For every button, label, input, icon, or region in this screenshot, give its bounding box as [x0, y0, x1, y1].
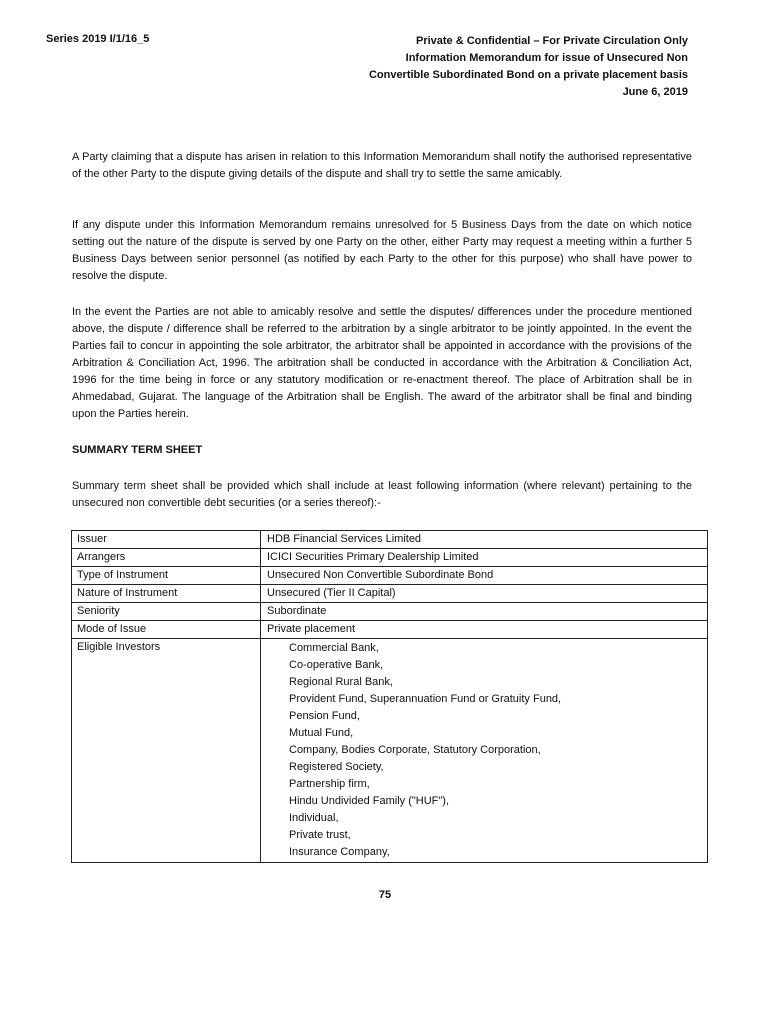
row-value: Unsecured Non Convertible Subordinate Bond	[261, 567, 708, 585]
row-value: Private placement	[261, 621, 708, 639]
table-row	[72, 603, 708, 621]
table-row	[72, 531, 708, 549]
paragraph-dispute-meeting: If any dispute under this Information Memorandum remains unresolved for 5 Business Days from the date on which notice setting out the nature of the dispute is served by one Party on the other, either Party may request a meeting within a further 5 Business Days between senior personnel (as notified by each Party to the other for this purpose) who shall have power to resolve the dispute.	[72, 219, 692, 282]
list-item: Pension Fund,	[289, 710, 360, 722]
row-value: Subordinate	[261, 603, 708, 621]
list-item: Provident Fund, Superannuation Fund or Gratuity Fund,	[289, 693, 562, 705]
row-label: Arrangers	[72, 549, 261, 567]
eligible-investors-cell	[261, 639, 708, 863]
list-item: Insurance Company,	[289, 846, 390, 858]
row-label: Type of Instrument	[72, 567, 261, 585]
row-label: Nature of Instrument	[72, 585, 261, 603]
row-label: Issuer	[72, 531, 261, 549]
list-item: Individual,	[289, 812, 339, 824]
header-date: June 6, 2019	[622, 86, 688, 98]
header-block	[328, 33, 688, 101]
summary-intro: Summary term sheet shall be provided which shall include at least following information (where relevant) pertaining to the unsecured non convertible debt securities (or a series thereof):-	[72, 480, 692, 509]
row-value: ICICI Securities Primary Dealership Limited	[261, 549, 708, 567]
table-row	[72, 567, 708, 585]
list-item: Registered Society,	[289, 761, 384, 773]
header-title-line-1: Information Memorandum for issue of Unsecured Non	[405, 52, 688, 64]
list-item: Mutual Fund,	[289, 727, 354, 739]
list-item: Private trust,	[289, 829, 351, 841]
row-value: Unsecured (Tier II Capital)	[261, 585, 708, 603]
table-row	[72, 585, 708, 603]
header-confidential: Private & Confidential – For Private Circulation Only	[415, 35, 688, 47]
row-value: HDB Financial Services Limited	[261, 531, 708, 549]
header-series: Series 2019 I/1/16_5	[46, 33, 150, 45]
paragraph-dispute-notice: A Party claiming that a dispute has arisen in relation to this Information Memorandum shall notify the authorised representative of the other Party to the dispute giving details of the dispute and shall try to settle the same amicably.	[72, 151, 692, 180]
investor-list	[267, 640, 702, 861]
row-label: Eligible Investors	[72, 639, 261, 863]
list-item: Company, Bodies Corporate, Statutory Corporation,	[289, 744, 541, 756]
list-item: Commercial Bank,	[289, 642, 379, 654]
list-item: Hindu Undivided Family ("HUF"),	[289, 795, 450, 807]
table-row	[72, 549, 708, 567]
term-sheet-table	[71, 530, 708, 863]
summary-heading: SUMMARY TERM SHEET	[72, 444, 203, 456]
paragraph-arbitration: In the event the Parties are not able to amicably resolve and settle the disputes/ differences under the procedure mentioned above, the dispute / difference shall be referred to the arbitration by a single arbitrator to be jointly appointed. In the event the Parties fail to concur in appointing the sole arbitrator, the arbitrator shall be appointed in accordance with the provisions of the Arbitration & Conciliation Act, 1996. The arbitration shall be conducted in accordance with the Arbitration & Conciliation Act, 1996 for the time being in force or any statutory modification or re-enactment thereof. The place of Arbitration shall be in Ahmedabad, Gujarat. The language of the Arbitration shall be English. The award of the arbitrator shall be final and binding upon the Parties herein.	[72, 306, 692, 420]
table-row	[72, 621, 708, 639]
row-label: Seniority	[72, 603, 261, 621]
row-label: Mode of Issue	[72, 621, 261, 639]
header-title-line-2: Convertible Subordinated Bond on a private placement basis	[368, 69, 688, 81]
list-item: Partnership firm,	[289, 778, 370, 790]
page-number: 75	[378, 889, 392, 901]
list-item: Regional Rural Bank,	[289, 676, 393, 688]
list-item: Co-operative Bank,	[289, 659, 384, 671]
table-row	[72, 639, 708, 863]
